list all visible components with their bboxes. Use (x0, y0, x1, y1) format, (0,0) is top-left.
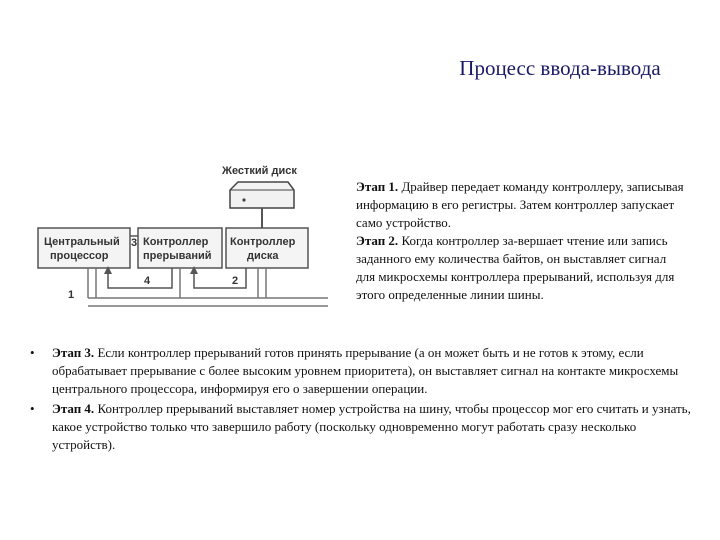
list-item-step-4 (30, 400, 700, 454)
cpu-label-2: процессор (50, 250, 109, 262)
steps-1-2 (356, 178, 686, 304)
page-title: Процесс ввода-вывода (459, 56, 661, 80)
dc-label-1: Контроллер (230, 236, 296, 248)
irq-controller-box (138, 228, 222, 268)
disk-controller-box (226, 228, 308, 268)
cpu-label-1: Центральный (44, 236, 120, 248)
step-2-number: 2 (232, 275, 239, 287)
step-3-text: Если контроллер прерываний готов принять прерывание (а он может быть и не готов к этому, если обрабатывает прерывание с более высоким уровнем приоритета), он выставляет сигнал на контакте микросхемы центрального процессора, информируя его о завершении операции. (52, 345, 679, 396)
step-2-text: Когда контроллер за-вершает чтение или запись заданного ему количества байтов, он выставляет сигнал для микросхемы контроллера прерываний, используя для этого определенные линии шины. (356, 233, 675, 302)
cpu-box (38, 228, 130, 268)
step-1-number: 1 (68, 289, 75, 301)
bullet-icon: • (30, 345, 35, 360)
hard-disk-icon (230, 182, 294, 208)
list-item-step-3 (30, 344, 700, 398)
disk-led (242, 198, 245, 201)
step-3-number: 3 (131, 237, 138, 249)
bullet-list (30, 344, 700, 456)
irq-label-1: Контроллер (143, 236, 209, 248)
io-diagram-svg (32, 160, 332, 320)
bullet-icon: • (30, 401, 35, 416)
step-4-number: 4 (144, 275, 151, 287)
signal-4-path (108, 268, 172, 288)
step-2-paragraph (356, 232, 686, 304)
step-1-label: Этап 1. (356, 179, 399, 194)
step-2-label: Этап 2. (356, 233, 399, 248)
step-4-text: Контроллер прерываний выставляет номер устройства на шину, чтобы процессор мог его считать и узнать, какое устройство только что завершило работу (поскольку одновременно могут работать сразу несколько устройств). (52, 401, 691, 452)
step-1-paragraph (356, 178, 686, 232)
dc-label-2: диска (247, 250, 279, 262)
step-4-label: Этап 4. (52, 401, 95, 416)
io-diagram (32, 160, 332, 320)
irq-label-2: прерываний (143, 250, 212, 262)
disk-label: Жесткий диск (222, 165, 297, 177)
step-3-label: Этап 3. (52, 345, 95, 360)
signal-2-path (194, 268, 246, 288)
step-1-text: Драйвер передает команду контроллеру, записывая информацию в его регистры. Затем контроллер запускает само устройство. (356, 179, 684, 230)
